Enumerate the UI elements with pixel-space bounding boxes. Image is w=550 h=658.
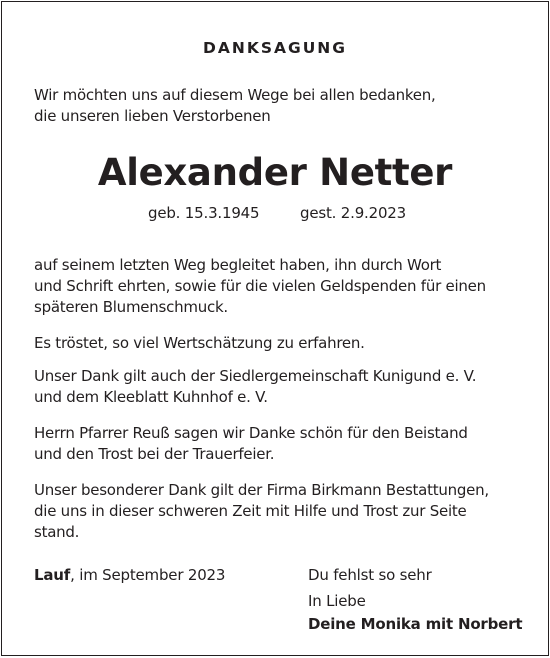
thanks-paragraph-5: Unser besonderer Dank gilt der Firma Birkmann Bestattungen, die uns in dieser schweren Zeit mit Hilfe und Trost zur Seite stand.: [34, 481, 489, 541]
closing-text: In Liebe: [308, 592, 366, 610]
thanks-paragraph-3: Unser Dank gilt auch der Siedlergemeinschaft Kunigund e. V. und dem Kleeblatt Kuhnhof e. V.: [34, 367, 477, 406]
notice-heading: DANKSAGUNG: [202, 39, 347, 57]
birth-date: geb. 15.3.1945: [148, 204, 260, 222]
thanks-paragraph-1: auf seinem letzten Weg begleitet haben, ihn durch Wort und Schrift ehrten, sowie für die vielen Geldspenden für einen späteren Blumenschmuck.: [34, 256, 486, 316]
motto-text: Du fehlst so sehr: [308, 566, 432, 584]
obituary-notice: [1, 1, 549, 656]
thanks-paragraph-2: Es tröstet, so viel Wertschätzung zu erfahren.: [34, 334, 365, 352]
deceased-name: Alexander Netter: [97, 151, 453, 194]
place-date-line: [34, 565, 225, 586]
place-name: Lauf: [34, 566, 71, 584]
date-text: , im September 2023: [70, 566, 226, 584]
thanks-paragraph-4: Herrn Pfarrer Reuß sagen wir Danke schön für den Beistand und den Trost bei der Trauerfeier.: [34, 424, 468, 463]
death-date: gest. 2.9.2023: [300, 204, 406, 222]
signature: Deine Monika mit Norbert: [308, 615, 523, 633]
intro-text: Wir möchten uns auf diesem Wege bei allen bedanken, die unseren lieben Verstorbenen: [34, 86, 436, 125]
